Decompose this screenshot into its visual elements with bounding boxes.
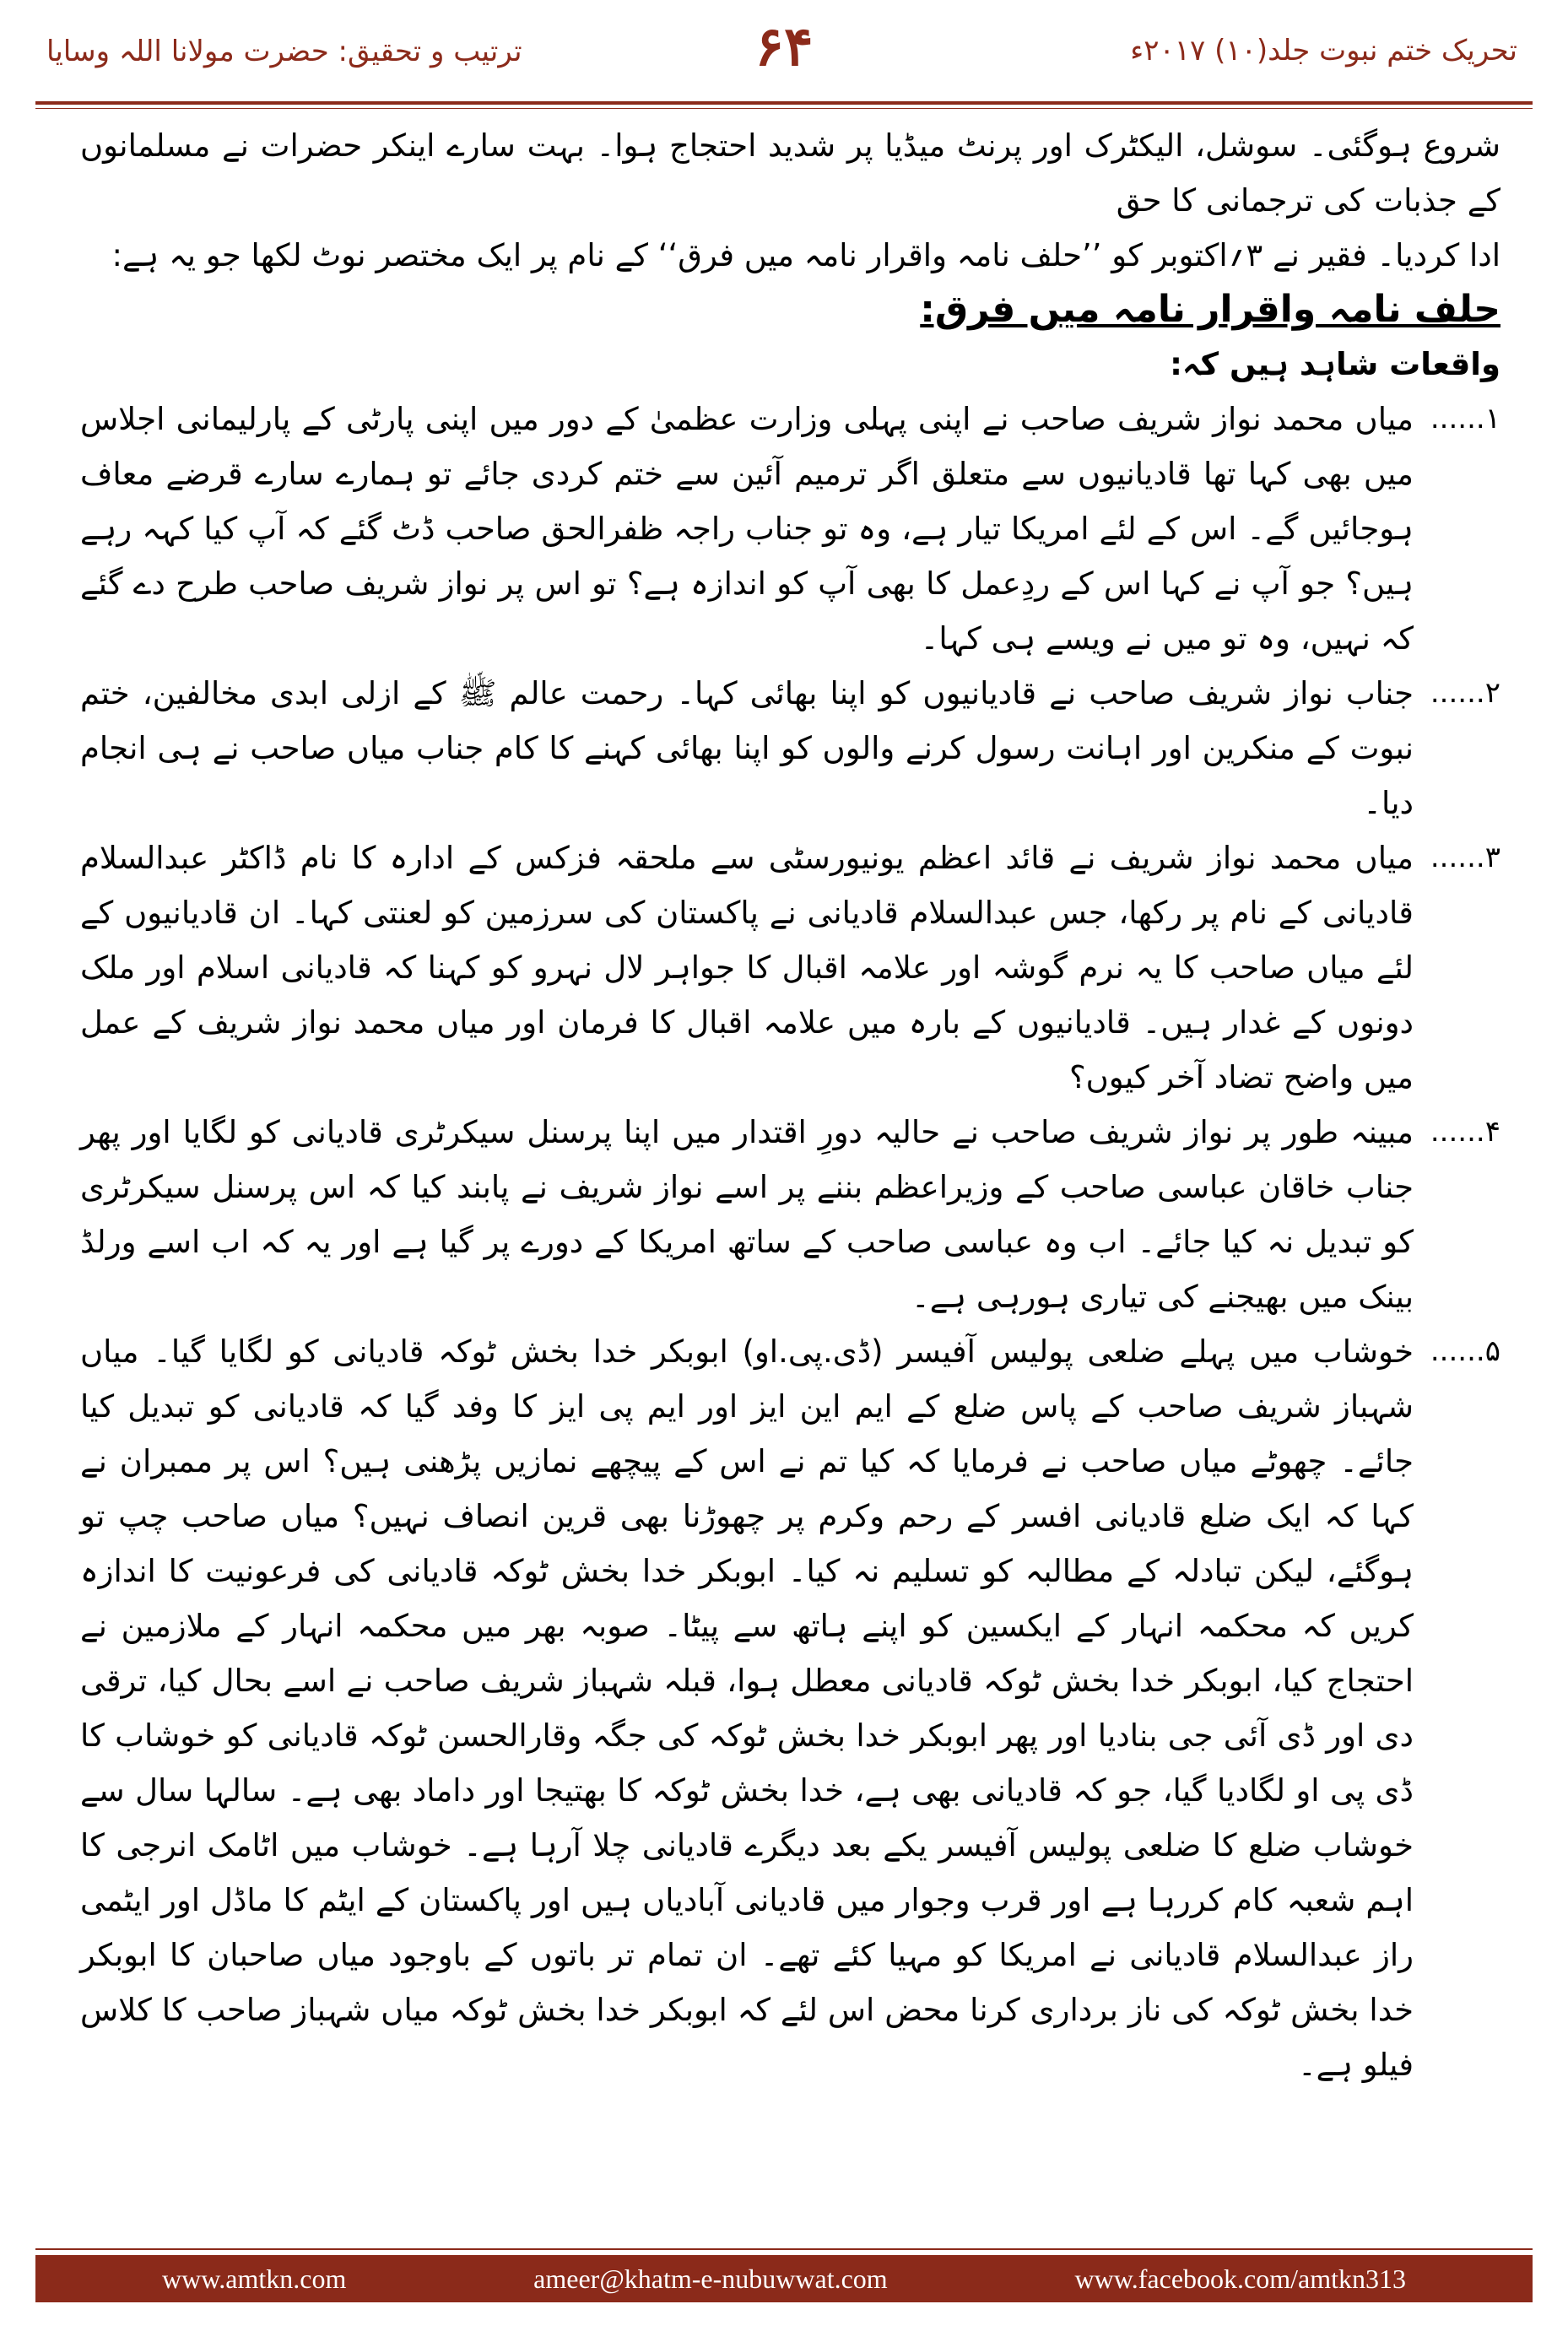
footer-website-link[interactable]: www.amtkn.com	[162, 2263, 347, 2294]
item-number: ۱......	[1430, 402, 1500, 435]
list-item	[80, 666, 1500, 830]
header-rule	[35, 101, 1533, 105]
witness-line: واقعات شاہد ہیں کہ:	[1170, 346, 1500, 382]
item-text: میاں محمد نواز شریف صاحب نے اپنی پہلی وزارت عظمیٰ کے دور میں اپنی پارٹی کے پارلیمانی اجلاس میں بھی کہا تھا قادیانیوں سے متعلق اگر ترمیم آئین سے ختم کردی جائے تو ہمارے سارے قرضے معاف ہوجائیں گے۔ اس کے لئے امریکا تیار ہے، وہ تو جناب راجہ ظفرالحق صاحب ڈٹ گئے کہ آپ کیا کہہ رہے ہیں؟ جو آپ نے کہا اس کے ردِعمل کا بھی آپ کو اندازہ ہے؟ تو اس پر نواز شریف صاحب طرح دے گئے کہ نہیں، وہ تو میں نے ویسے ہی کہا۔	[80, 401, 1414, 657]
footer-facebook-link[interactable]: www.facebook.com/amtkn313	[1074, 2263, 1406, 2294]
intro-line: ادا کردیا۔ فقیر نے ۳؍اکتوبر کو ’’حلف نامہ واقرار نامہ میں فرق‘‘ کے نام پر ایک مختصر نوٹ لکھا جو یہ ہے:	[111, 237, 1500, 273]
footer-email-link[interactable]: ameer@khatm-e-nubuwwat.com	[533, 2263, 888, 2294]
footer-rule	[35, 2248, 1533, 2250]
list-item	[80, 830, 1500, 1105]
item-number: ۵......	[1430, 1334, 1500, 1368]
page-number: ۶۴	[754, 15, 814, 78]
list-item	[80, 1324, 1500, 2092]
list-item	[80, 392, 1500, 666]
item-text: میاں محمد نواز شریف نے قائد اعظم یونیورسٹی سے ملحقہ فزکس کے ادارہ کا نام ڈاکٹر عبدالسلام قادیانی کے نام پر رکھا، جس عبدالسلام قادیانی نے پاکستان کی سرزمین کو لعنتی کہا۔ ان قادیانیوں کے لئے میاں صاحب کا یہ نرم گوشہ اور علامہ اقبال کا جواہر لال نہرو کو کہنا کہ قادیانی اسلام اور ملک دونوں کے غدار ہیں۔ قادیانیوں کے بارہ میں علامہ اقبال کا فرمان اور میاں محمد نواز شریف کے عمل میں واضح تضاد آخر کیوں؟	[80, 840, 1414, 1095]
item-text: خوشاب میں پہلے ضلعی پولیس آفیسر (ڈی.پی.او) ابوبکر خدا بخش ٹوکہ قادیانی کو لگایا گیا۔ میاں شہباز شریف صاحب کے پاس ضلع کے ایم این ایز اور ایم پی ایز کا وفد گیا کہ قادیانی کو تبدیل کیا جائے۔ چھوٹے میاں صاحب نے فرمایا کہ کیا تم نے اس کے پیچھے نمازیں پڑھنی ہیں؟ اس پر ممبران نے کہا کہ ایک ضلع قادیانی افسر کے رحم وکرم پر چھوڑنا بھی قرین انصاف نہیں؟ میاں صاحب چپ تو ہوگئے، لیکن تبادلہ کے مطالبہ کو تسلیم نہ کیا۔ ابوبکر خدا بخش ٹوکہ قادیانی کی فرعونیت کا اندازہ کریں کہ محکمہ انہار کے ایکسین کو اپنے ہاتھ سے پیٹا۔ صوبہ بھر میں محکمہ انہار کے ملازمین نے احتجاج کیا، ابوبکر خدا بخش ٹوکہ قادیانی معطل ہوا، قبلہ شہباز شریف صاحب نے اسے بحال کیا، ترقی دی اور ڈی آئی جی بنادیا اور پھر ابوبکر خدا بخش ٹوکہ کی جگہ وقارالحسن ٹوکہ قادیانی کو خوشاب کا ڈی پی او لگادیا گیا، جو کہ قادیانی بھی ہے، خدا بخش ٹوکہ کا بھتیجا اور داماد بھی ہے۔ سالہا سال سے خوشاب ضلع کا ضلعی پولیس آفیسر یکے بعد دیگرے قادیانی چلا آرہا ہے۔ خوشاب میں اٹامک انرجی کا اہم شعبہ کام کررہا ہے اور قرب وجوار میں قادیانی آبادیاں ہیں اور پاکستان کے ایٹم کا ماڈل اور ایٹمی راز عبدالسلام قادیانی نے امریکا کو مہیا کئے تھے۔ ان تمام تر باتوں کے باوجود میاں صاحبان کا ابوبکر خدا بخش ٹوکہ کی ناز برداری کرنا محض اس لئے کہ ابوبکر خدا بخش ٹوکہ میاں شہباز صاحب کا کلاس فیلو ہے۔	[80, 1333, 1414, 2083]
item-number: ۳......	[1430, 841, 1500, 874]
item-number: ۴......	[1430, 1115, 1500, 1149]
section-heading: حلف نامہ واقرار نامہ میں فرق:	[920, 288, 1500, 331]
page-footer	[35, 2255, 1533, 2302]
header-rule-thin	[35, 108, 1533, 109]
page-header	[0, 0, 1568, 110]
header-editor: ترتیب و تحقیق: حضرت مولانا اللہ وسایا	[46, 35, 522, 68]
item-text: مبینہ طور پر نواز شریف صاحب نے حالیہ دورِ اقتدار میں اپنا پرسنل سیکرٹری قادیانی کو لگایا اور پھر جناب خاقان عباسی صاحب کے وزیراعظم بننے پر اسے نواز شریف نے پابند کیا کہ اس پرسنل سیکرٹری کو تبدیل نہ کیا جائے۔ اب وہ عباسی صاحب کے ساتھ امریکا کے دورے پر گیا ہے اور یہ کہ اب اسے ورلڈ بینک میں بھیجنے کی تیاری ہورہی ہے۔	[80, 1114, 1414, 1315]
intro-line: شروع ہوگئی۔ سوشل، الیکٹرک اور پرنٹ میڈیا پر شدید احتجاج ہوا۔ بہت سارے اینکر حضرات نے مسلمانوں کے جذبات کی ترجمانی کا حق	[80, 127, 1500, 219]
item-number: ۲......	[1430, 676, 1500, 710]
page-body	[80, 118, 1500, 2199]
list-item	[80, 1105, 1500, 1324]
header-book-title: تحریک ختم نبوت جلد(۱۰) ۲۰۱۷ء	[1130, 34, 1517, 68]
item-text: جناب نواز شریف صاحب نے قادیانیوں کو اپنا بھائی کہا۔ رحمت عالم ﷺ کے ازلی ابدی مخالفین، ختم نبوت کے منکرین اور اہانت رسول کرنے والوں کو اپنا بھائی کہنے کا کام جناب میاں صاحب نے ہی انجام دیا۔	[80, 675, 1414, 821]
